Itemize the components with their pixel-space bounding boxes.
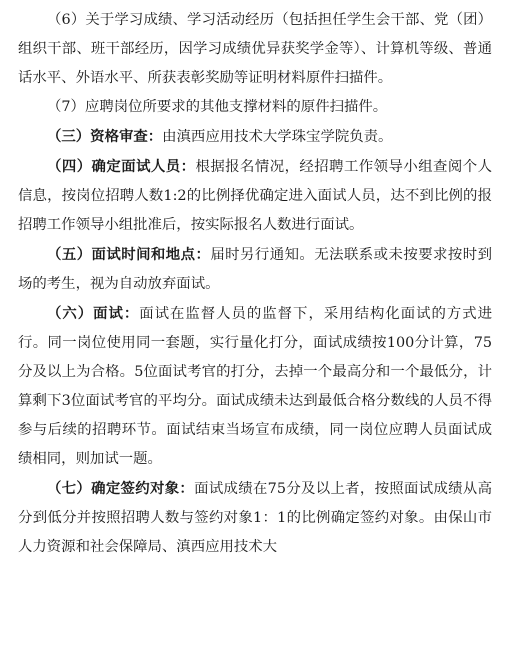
section-heading: （六）面试： (47, 305, 140, 322)
paragraph-text: 根据报名情况，经招聘工作领导小组查阅个人信息，按岗位招聘人数1:2的比例择优确定进入面试人员，达不到比例的报招聘工作领导小组批准后，按实际报名人数进行面试。 (18, 159, 492, 233)
paragraph-text: （7）应聘岗位所要求的其他支撑材料的原件扫描件。 (47, 99, 388, 115)
paragraph-signing (18, 474, 492, 562)
paragraph-text: 面试成绩在75分及以上者，按照面试成绩从高分到低分并按照招聘人数与签约对象1：1的比例确定签约对象。由保山市人力资源和社会保障局、滇西应用技术大 (18, 481, 492, 555)
paragraph-text: （6）关于学习成绩、学习活动经历（包括担任学生会干部、党（团）组织干部、班干部经历，因学习成绩优异获奖学金等）、计算机等级、普通话水平、外语水平、所获表彰奖励等证明材料原件扫描件。 (18, 12, 492, 86)
paragraph-materials-6 (18, 6, 492, 93)
paragraph-interview (18, 299, 492, 474)
paragraph-qualification-review (18, 122, 492, 152)
section-heading: （四）确定面试人员： (47, 158, 196, 175)
section-heading: （五）面试时间和地点： (47, 246, 211, 263)
paragraph-text: 面试在监督人员的监督下，采用结构化面试的方式进行。同一岗位使用同一套题，实行量化打分，面试成绩按100分计算，75分及以上为合格。5位面试考官的打分，去掉一个最高分和一个最低分，计算剩下3位面试考官的平均分。面试成绩未达到最低合格分数线的人员不得参与后续的招聘环节。面试结束当场宣布成绩，同一岗位应聘人员面试成绩相同，则加试一题。 (18, 306, 492, 467)
paragraph-text: 届时另行通知。无法联系或未按要求按时到场的考生，视为自动放弃面试。 (18, 247, 492, 292)
paragraph-text: 由滇西应用技术大学珠宝学院负责。 (162, 129, 393, 145)
section-heading: （七）确定签约对象： (47, 480, 195, 497)
paragraph-materials-7 (18, 93, 492, 122)
paragraph-interview-time-place (18, 240, 492, 299)
paragraph-interview-candidates (18, 152, 492, 240)
section-heading: （三）资格审查： (47, 128, 163, 145)
